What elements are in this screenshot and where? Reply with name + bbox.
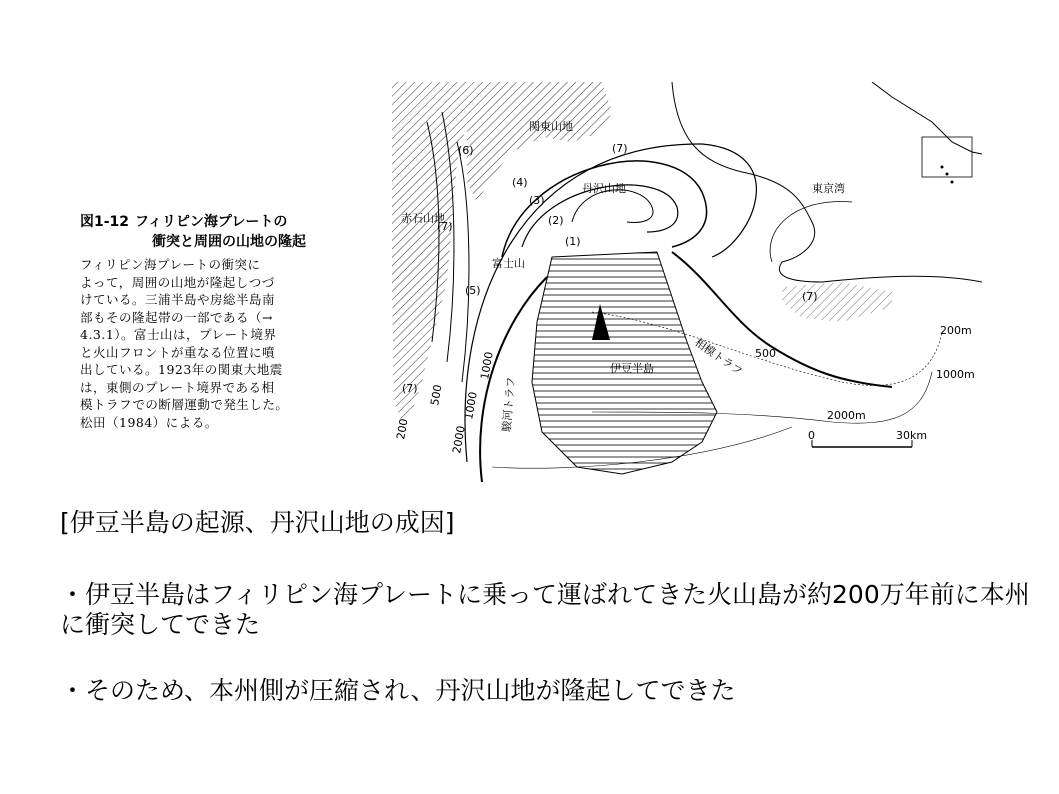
caption-line: フィリピン海プレートの衝突に bbox=[80, 257, 261, 272]
tanzawa-arc-1 bbox=[502, 161, 707, 257]
zone-6: (6) bbox=[458, 144, 474, 157]
japan-inset bbox=[872, 82, 982, 154]
zone-7-east: (7) bbox=[802, 290, 818, 303]
caption-line: 出している。1923年の関東大地震 bbox=[80, 362, 283, 377]
contour-label: 1000m bbox=[936, 368, 975, 381]
zone-7-southwest: (7) bbox=[402, 382, 418, 395]
boso-hatch-region bbox=[782, 282, 892, 322]
label-suruga-trough: 駿河トラフ bbox=[500, 376, 518, 433]
contour-label: 2000m bbox=[827, 409, 866, 422]
bullet-izu-origin: ・伊豆半島はフィリピン海プレートに乗って運ばれてきた火山島が約200万年前に本州に衝突してできた bbox=[60, 580, 1030, 639]
caption-line: は，東側のプレート境界である相 bbox=[80, 379, 275, 395]
label-tanzawa: 丹沢山地 bbox=[582, 182, 626, 195]
label-kanto-sanchi: 関東山地 bbox=[529, 120, 573, 133]
sagami-trough-line bbox=[672, 252, 892, 387]
slide-heading: [伊豆半島の起源、丹沢山地の成因] bbox=[60, 508, 455, 537]
inset-box bbox=[922, 137, 972, 177]
label-fuji: 富士山 bbox=[492, 257, 525, 270]
contour-label: 500 bbox=[428, 383, 445, 407]
zone-4: (4) bbox=[512, 176, 528, 189]
scale-end: 30km bbox=[896, 429, 928, 442]
contour-label: 200 bbox=[394, 417, 411, 441]
zone-1: (1) bbox=[565, 235, 581, 248]
label-tokyo-bay: 東京湾 bbox=[812, 182, 845, 195]
bullet-tanzawa-uplift: ・そのため、本州側が圧縮され、丹沢山地が隆起してできた bbox=[60, 676, 736, 705]
contour-label: 2000 bbox=[450, 424, 468, 455]
zone-2: (2) bbox=[548, 214, 564, 227]
figure-title bbox=[80, 212, 350, 252]
figure-title-line2: 衝突と周囲の山地の隆起 bbox=[152, 234, 306, 250]
label-izu: 伊豆半島 bbox=[610, 362, 654, 375]
contour-label: 1000 bbox=[478, 350, 496, 381]
contour-label: 500 bbox=[755, 347, 776, 360]
akaishi-hatch-region bbox=[392, 82, 472, 422]
contour-label: 200m bbox=[940, 324, 972, 337]
figure-caption bbox=[80, 212, 350, 431]
caption-line: 模トラフでの断層運動で発生した。 bbox=[80, 397, 289, 412]
zone-3: (3) bbox=[529, 194, 545, 207]
zone-5: (5) bbox=[465, 284, 481, 297]
figure-title-line1: フィリピン海プレートの bbox=[135, 214, 288, 230]
caption-line: けている。三浦半島や房総半島南 bbox=[80, 292, 276, 307]
caption-line: 松田（1984）による。 bbox=[80, 414, 218, 430]
caption-line: よって，周囲の山地が隆起しつづ bbox=[80, 274, 275, 290]
scale-start: 0 bbox=[808, 429, 815, 442]
label-sagami-trough: 相模トラフ bbox=[692, 335, 745, 379]
label-akaishi: 赤石山地 bbox=[401, 212, 445, 225]
contour-label: 1000 bbox=[462, 390, 480, 421]
zone-7-west: (7) bbox=[437, 220, 453, 233]
zone-7-north: (7) bbox=[612, 142, 628, 155]
caption-line: と火山フロントが重なる位置に噴 bbox=[80, 344, 276, 360]
caption-line: 4.3.1）。富士山は，プレート境界 bbox=[80, 327, 277, 342]
tectonic-map bbox=[372, 82, 982, 484]
caption-line: 部もその隆起帯の一部である（→ bbox=[80, 309, 273, 325]
figure-number: 図1-12 bbox=[80, 214, 130, 230]
figure-description bbox=[80, 256, 350, 431]
